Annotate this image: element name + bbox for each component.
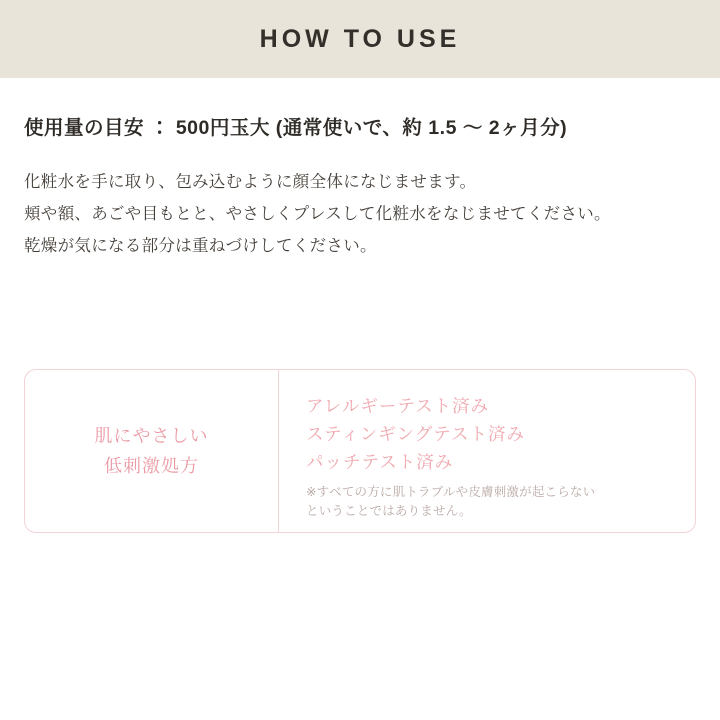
instruction-line: 化粧水を手に取り、包み込むように顔全体になじませます。 bbox=[24, 173, 477, 191]
instruction-line: 乾燥が気になる部分は重ねづけしてください。 bbox=[24, 237, 377, 255]
claims-disclaimer bbox=[306, 483, 675, 521]
claims-disclaimer-line: ということではありません。 bbox=[306, 504, 472, 518]
main-content bbox=[0, 112, 720, 262]
claim-item: スティンギングテスト済み bbox=[306, 424, 526, 444]
claims-disclaimer-line: ※すべての方に肌トラブルや皮膚刺激が起こらない bbox=[306, 485, 596, 499]
claims-box bbox=[24, 369, 696, 533]
page-title: HOW TO USE bbox=[259, 24, 461, 53]
usage-amount-lead: 使用量の目安 ： 500円玉大 (通常使いで、約 1.5 〜 2ヶ月分) bbox=[24, 117, 568, 139]
claims-heading-line: 肌にやさしい bbox=[94, 426, 209, 446]
claim-item: アレルギーテスト済み bbox=[306, 396, 490, 416]
claims-list bbox=[279, 370, 695, 532]
claim-item: パッチテスト済み bbox=[306, 452, 454, 472]
claims-heading-line: 低刺激処方 bbox=[104, 456, 199, 476]
instruction-line: 頬や額、あごや目もとと、やさしくプレスして化粧水をなじませてください。 bbox=[24, 205, 611, 223]
header-band bbox=[0, 0, 720, 78]
claims-heading bbox=[25, 370, 279, 532]
usage-instructions bbox=[24, 166, 696, 262]
